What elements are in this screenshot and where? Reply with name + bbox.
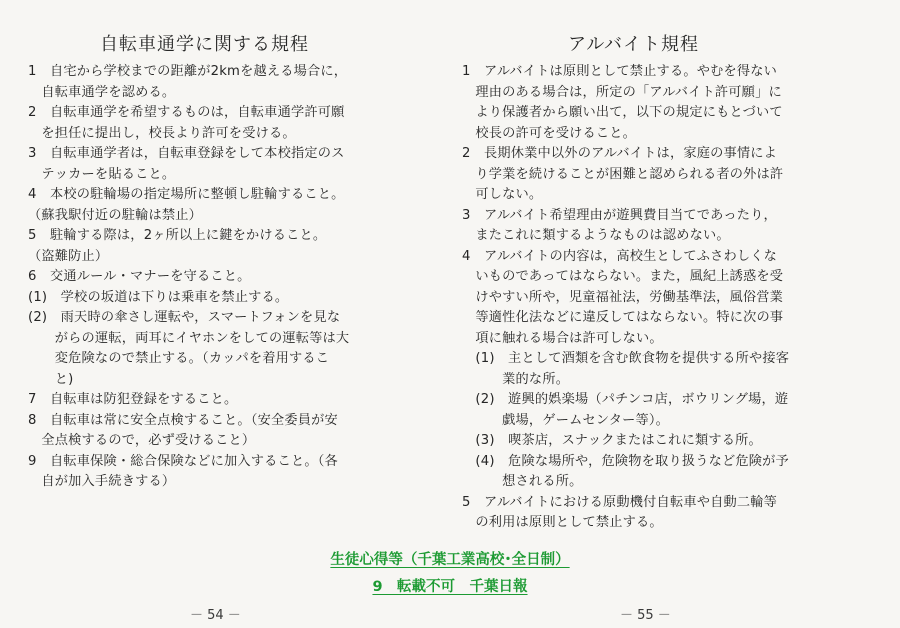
left-text-line: 4 本校の駐輪場の指定場所に整頓し駐輪すること。 bbox=[28, 187, 345, 202]
bicycle-rules-list bbox=[28, 62, 400, 493]
left-text-line: と) bbox=[28, 371, 74, 387]
left-text-line: (2) 雨天時の傘さし運転や，スマートフォンを見な bbox=[28, 310, 341, 325]
copyright-caption bbox=[0, 575, 900, 596]
right-text-line: 3 アルバイト希望理由が遊興費目当てであったり， bbox=[462, 207, 777, 223]
left-page-number: － 54 － bbox=[190, 608, 241, 623]
left-text-line: 変危険なので禁止する。（カッパを着用するこ bbox=[28, 351, 330, 366]
source-caption bbox=[0, 548, 900, 569]
right-text-line: 校長の許可を受けること。 bbox=[462, 125, 637, 141]
right-text-line: 理由のある場合は，所定の「アルバイト許可願」に bbox=[462, 84, 782, 100]
left-text-line: (1) 学校の坂道は下りは乗車を禁止する。 bbox=[28, 289, 289, 305]
right-text-line: けやすい所や，児童福祉法，労働基準法，風俗営業 bbox=[462, 289, 784, 305]
right-page-number: － 55 － bbox=[620, 608, 671, 623]
left-text-line: 自転車通学を認める。 bbox=[28, 84, 176, 100]
left-text-line: 7 自転車は防犯登録をすること。 bbox=[28, 392, 238, 407]
left-text-line: 2 自転車通学を希望するものは，自転車通学許可願 bbox=[28, 105, 345, 120]
left-text-line: （盗難防止） bbox=[28, 248, 109, 264]
left-text-line: 1 自宅から学校までの距離が2kmを越える場合に， bbox=[28, 64, 348, 79]
part-time-job-rules-list bbox=[462, 62, 834, 534]
left-text-line: 自が加入手続きする） bbox=[28, 474, 176, 489]
right-text-line: り学業を続けることが困難と認められる者の外は許 bbox=[462, 166, 784, 182]
right-text-line: の利用は原則として禁止する。 bbox=[462, 515, 663, 530]
right-text-line: (4) 危険な場所や，危険物を取り扱うなど危険が予 bbox=[462, 453, 789, 469]
right-text-line: 5 アルバイトにおける原動機付自転車や自動二輪等 bbox=[462, 494, 778, 510]
right-text-line: 業的な所。 bbox=[462, 371, 570, 387]
left-text-line: 6 交通ルール・マナーを守ること。 bbox=[28, 269, 251, 284]
left-text-line: 3 自転車通学者は，自転車登録をして本校指定のス bbox=[28, 146, 345, 161]
right-text-line: いものであってはならない。また，風紀上誘惑を受 bbox=[462, 269, 784, 284]
right-text-line: 4 アルバイトの内容は，高校生としてふさわしくな bbox=[462, 248, 778, 264]
left-text-line: 全点検するので，必ず受けること） bbox=[28, 433, 256, 448]
right-text-line: (3) 喫茶店，スナックまたはこれに類する所。 bbox=[462, 433, 762, 448]
left-text-line: テッカーを貼ること。 bbox=[28, 166, 176, 182]
left-text-line: （蘇我駅付近の駐輪は禁止） bbox=[28, 207, 203, 223]
right-text-line: より保護者から願い出て，以下の規定にもとづいて bbox=[462, 105, 783, 120]
left-text-line: を担任に提出し，校長より許可を受ける。 bbox=[28, 125, 296, 141]
right-text-line: 想される所。 bbox=[462, 474, 583, 489]
copyright-caption-text: 9 転載不可 千葉日報 bbox=[372, 579, 528, 595]
left-text-line: 5 駐輪する際は，2ヶ所以上に鍵をかけること。 bbox=[28, 228, 327, 243]
left-text-line: 8 自転車は常に安全点検すること。（安全委員が安 bbox=[28, 412, 338, 428]
right-text-line: 項に触れる場合は許可しない。 bbox=[462, 330, 663, 346]
right-text-line: (1) 主として酒類を含む飲食物を提供する所や接客 bbox=[462, 351, 790, 366]
right-text-line: (2) 遊興的娯楽場（パチンコ店，ボウリング場，遊 bbox=[462, 392, 789, 407]
right-text-line: 等適性化法などに違反してはならない。特に次の事 bbox=[462, 310, 784, 325]
left-text-line: 9 自転車保険・総合保険などに加入すること。（各 bbox=[28, 453, 338, 469]
bicycle-rules-title: 自転車通学に関する規程 bbox=[100, 34, 309, 55]
source-caption-text: 生徒心得等（千葉工業高校･全日制） bbox=[330, 552, 570, 568]
right-text-line: 1 アルバイトは原則として禁止する。やむを得ない bbox=[462, 64, 778, 79]
right-text-line: 可しない。 bbox=[462, 187, 543, 202]
part-time-job-rules-title: アルバイト規程 bbox=[568, 34, 700, 55]
left-text-line: がらの運転，両耳にイヤホンをしての運転等は大 bbox=[28, 330, 350, 346]
right-text-line: またこれに類するようなものは認めない。 bbox=[462, 228, 730, 243]
right-text-line: 戯場，ゲームセンター等）。 bbox=[462, 412, 670, 428]
right-text-line: 2 長期休業中以外のアルバイトは，家庭の事情によ bbox=[462, 146, 778, 161]
